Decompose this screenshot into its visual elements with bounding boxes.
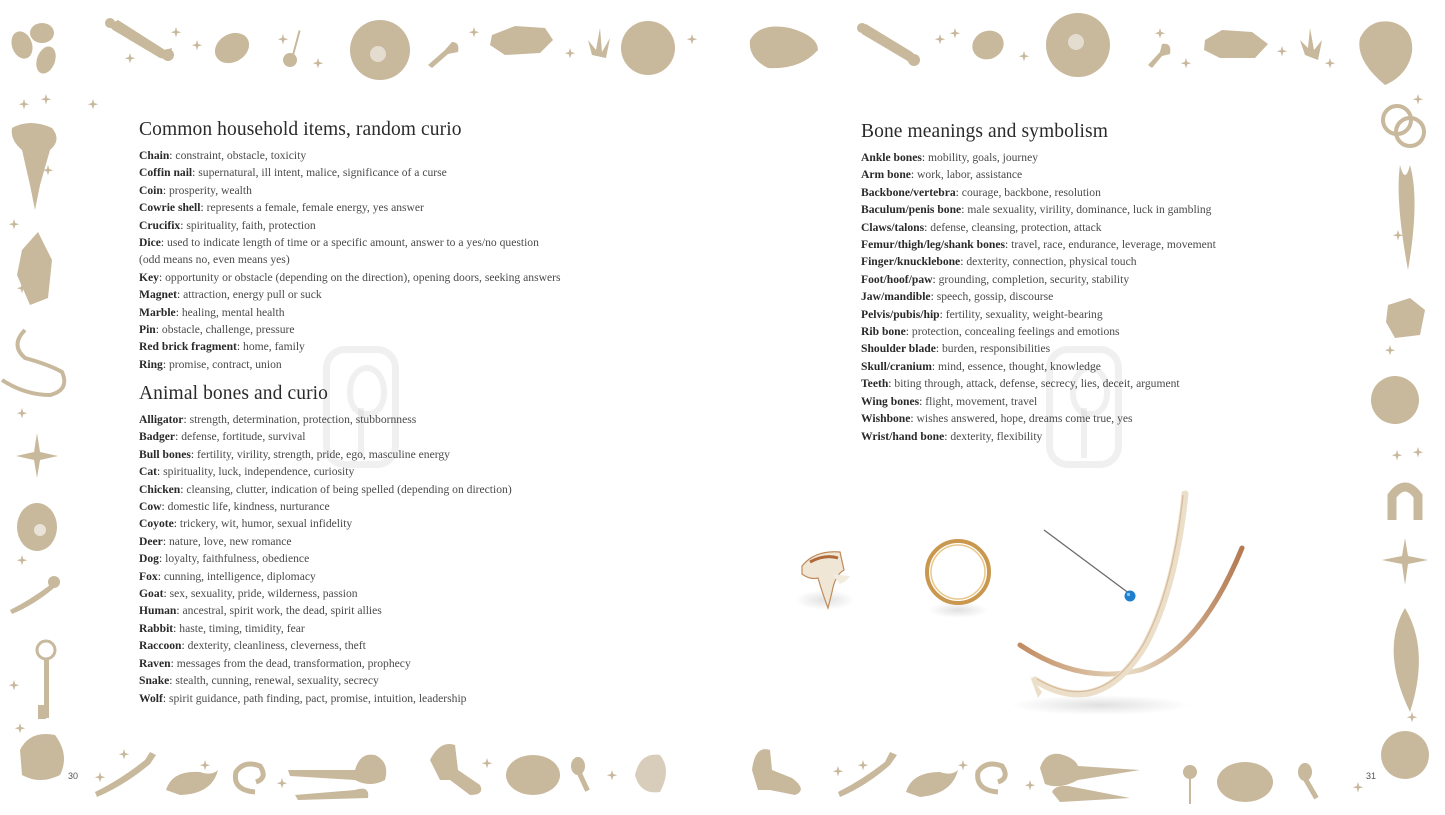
entry-separator: : — [180, 482, 187, 496]
entry-meaning: biting through, attack, defense, secrecy, lies, deceit, argument — [894, 377, 1180, 391]
entry-meaning: grounding, completion, security, stability — [938, 272, 1130, 286]
entry-separator: : — [160, 236, 168, 250]
entry-meaning: fertility, virility, strength, pride, ego, masculine energy — [197, 447, 450, 461]
entry-separator: : — [173, 517, 180, 531]
entry-separator: : — [176, 604, 183, 618]
entry-term: Rib bone — [861, 325, 906, 339]
entry-term: Deer — [139, 534, 163, 548]
entry-meaning: domestic life, kindness, nurturance — [167, 500, 330, 514]
entry-meaning: dexterity, cleanliness, cleverness, theft — [187, 639, 366, 653]
urchin-icon — [1381, 731, 1429, 779]
entry-term: Wishbone — [861, 412, 911, 426]
acorn-icon — [968, 26, 1009, 65]
entry-term: Ankle bones — [861, 151, 922, 164]
entry-separator: : — [192, 166, 199, 180]
entry-meaning: strength, determination, protection, stubbornness — [189, 413, 417, 426]
pin-icon — [283, 30, 301, 67]
spiral-icon — [978, 764, 1006, 792]
entry-separator: : — [175, 305, 182, 319]
cowrie-icon — [506, 755, 560, 795]
entry-term: Rabbit — [139, 621, 174, 635]
entry-separator: : — [919, 394, 926, 408]
entry-meaning: dexterity, connection, physical touch — [966, 255, 1137, 269]
bone-icon — [857, 23, 920, 66]
entry-meaning: work, labor, assistance — [917, 168, 1023, 182]
entry-separator: : — [183, 413, 190, 426]
entry-meaning: stealth, cunning, renewal, sexuality, secrecy — [175, 674, 379, 688]
entry-separator: : — [905, 325, 912, 339]
entry-term: Raccoon — [139, 639, 182, 653]
heart-shell-icon — [1359, 21, 1412, 85]
spoon-icon — [1298, 763, 1319, 799]
entry-meaning: home, family — [243, 340, 305, 354]
entry-separator: : — [162, 183, 169, 197]
section-title: Bone meanings and symbolism — [861, 121, 1108, 142]
entry-meaning: spirituality, luck, independence, curiosity — [163, 465, 355, 479]
entry-term: Chicken — [139, 482, 181, 496]
entry-separator: : — [177, 288, 184, 302]
entry-separator: : — [161, 500, 168, 514]
scorpion-icon — [12, 123, 57, 210]
entry-term: Crucifix — [139, 218, 181, 232]
entry-term: Human — [139, 604, 177, 618]
mushroom-icon — [752, 749, 801, 795]
entry-term: Magnet — [139, 288, 177, 302]
entry-meaning: mind, essence, thought, knowledge — [938, 359, 1101, 373]
entry-meaning: mobility, goals, journey — [928, 151, 1039, 164]
entry-term: Dog — [139, 552, 159, 566]
entry-meaning: supernatural, ill intent, malice, significance of a curse — [198, 166, 447, 180]
oyster-icon — [20, 734, 64, 780]
entry-term: Foot/hoof/paw — [861, 272, 933, 286]
entry-separator: : — [158, 552, 166, 566]
grass-icon — [1300, 28, 1322, 60]
entry-meaning: defense, cleansing, protection, attack — [930, 220, 1102, 234]
mushroom-icon — [430, 744, 481, 795]
entry-meaning: haste, timing, timidity, fear — [179, 621, 305, 635]
entry-separator: : — [935, 342, 942, 356]
entry-separator: : — [180, 218, 187, 232]
entry-separator: : — [169, 674, 176, 688]
oyster-icon — [750, 27, 818, 69]
entry-meaning: ancestral, spirit work, the dead, spirit allies — [182, 604, 382, 618]
coffin-nail-icon — [95, 752, 156, 797]
section-title: Common household items, random curio — [139, 119, 462, 140]
spiral-icon — [235, 764, 263, 792]
star-icon — [1382, 538, 1428, 585]
entry-separator: : — [155, 323, 162, 337]
entry-meaning: constraint, obstacle, toxicity — [175, 149, 307, 162]
entry-meaning: attraction, energy pull or suck — [183, 288, 322, 302]
entry-separator: : — [910, 412, 917, 426]
entry-separator: : — [955, 185, 962, 199]
entry-term: Coin — [139, 183, 163, 197]
crystal-icon — [17, 232, 52, 305]
page-number: 30 — [68, 771, 79, 781]
entry-term: Snake — [139, 674, 170, 688]
entry-separator: : — [1004, 238, 1012, 252]
entry-separator: : — [157, 569, 164, 583]
entry-separator: : — [944, 429, 951, 443]
entry-separator: : — [158, 270, 166, 284]
grass-icon — [588, 28, 610, 58]
entry-term: Key — [139, 270, 159, 284]
entry-term: Dice — [139, 236, 161, 250]
rings-icon — [1383, 106, 1424, 146]
entry-term: Finger/knucklebone — [861, 255, 961, 269]
star-icon — [16, 433, 58, 478]
entry-term: Cowrie shell — [139, 201, 201, 215]
horseshoe-icon — [1392, 487, 1418, 520]
page-number: 31 — [1366, 771, 1377, 781]
entry-meaning: wishes answered, hope, dreams come true, yes — [916, 412, 1133, 426]
entry-meaning: spirit guidance, path finding, pact, promise, intuition, leadership — [168, 691, 467, 705]
entry-term: Cat — [139, 465, 158, 479]
entry-separator: : — [931, 359, 938, 373]
entry-separator: : — [888, 377, 895, 391]
entry-meaning: defense, fortitude, survival — [181, 430, 306, 444]
entry-meaning: travel, race, endurance, leverage, movement — [1011, 238, 1216, 252]
entry-term: Pelvis/pubis/hip — [861, 307, 940, 321]
entry-continuation: (odd means no, even means yes) — [139, 253, 290, 267]
entry-term: Wrist/hand bone — [861, 429, 945, 443]
entry-meaning: promise, contract, union — [168, 357, 282, 371]
bird-skull-icon — [1040, 754, 1140, 802]
entry-term: Chain — [139, 149, 170, 162]
entry-meaning: opportunity or obstacle (depending on the direction), opening doors, seeking answers — [165, 270, 561, 284]
entry-meaning: obstacle, challenge, pressure — [161, 323, 295, 337]
acorn-icon — [209, 27, 254, 69]
beans-icon — [8, 23, 59, 76]
entry-term: Raven — [139, 656, 171, 670]
entry-separator: : — [163, 587, 170, 601]
crystal-icon — [1204, 30, 1268, 58]
entry-separator: : — [173, 621, 180, 635]
entry-term: Fox — [139, 569, 158, 583]
bone-icon — [105, 18, 174, 61]
entry-meaning: sex, sexuality, pride, wilderness, passion — [169, 587, 358, 601]
fern-icon — [1394, 608, 1419, 712]
entry-separator: : — [924, 220, 931, 234]
entry-separator: : — [910, 168, 918, 182]
entry-meaning: cleansing, clutter, indication of being spelled (depending on direction) — [186, 482, 512, 496]
entry-term: Baculum/penis bone — [861, 203, 962, 217]
entry-term: Claws/talons — [861, 220, 925, 234]
dice-icon — [1386, 298, 1425, 338]
entry-meaning: represents a female, female energy, yes answer — [206, 201, 424, 215]
entry-term: Goat — [139, 587, 164, 601]
entry-term: Wolf — [139, 691, 163, 705]
urchin-icon — [621, 21, 675, 75]
scallop-icon — [1371, 376, 1419, 424]
entry-separator: : — [930, 290, 937, 304]
entry-term: Pin — [139, 323, 156, 337]
ammonite-icon — [350, 20, 410, 80]
entry-separator: : — [236, 340, 244, 354]
entry-term: Ring — [139, 357, 163, 371]
entry-term: Jaw/mandible — [861, 290, 931, 304]
scallop-icon — [635, 755, 666, 793]
entry-meaning: dexterity, flexibility — [950, 429, 1043, 443]
entry-meaning: trickery, wit, humor, sexual infidelity — [179, 517, 353, 531]
entry-meaning: prosperity, wealth — [168, 183, 252, 197]
entry-separator: : — [960, 255, 967, 269]
spoon-icon — [571, 757, 590, 792]
entry-term: Arm bone — [861, 168, 911, 182]
entry-term: Badger — [139, 430, 176, 444]
entry-separator: : — [190, 447, 197, 461]
entry-term: Marble — [139, 305, 176, 319]
entry-meaning: used to indicate length of time or a specific amount, answer to a yes/no question — [167, 236, 539, 250]
coffin-nail-icon — [838, 752, 897, 797]
entry-separator: : — [162, 357, 169, 371]
entry-term: Femur/thigh/leg/shank bones — [861, 238, 1005, 252]
bird-skull-icon — [288, 755, 386, 800]
entry-term: Wing bones — [861, 394, 920, 408]
entry-separator: : — [157, 465, 164, 479]
entry-meaning: healing, mental health — [181, 305, 285, 319]
entry-separator: : — [175, 430, 182, 444]
entry-term: Cow — [139, 500, 162, 514]
root-icon — [428, 42, 458, 68]
pin-icon — [1183, 765, 1197, 804]
entry-meaning: cunning, intelligence, diplomacy — [163, 569, 316, 583]
entry-separator: : — [162, 691, 169, 705]
entry-meaning: messages from the dead, transformation, prophecy — [176, 656, 411, 670]
ammonite-icon — [1046, 13, 1110, 77]
cowrie-icon — [1217, 762, 1273, 802]
leaf-sprig-icon — [1399, 165, 1415, 270]
entry-separator: : — [932, 272, 939, 286]
entry-separator: : — [961, 203, 968, 217]
entry-term: Teeth — [861, 377, 889, 391]
key-icon — [37, 641, 55, 719]
entry-term: Skull/cranium — [861, 359, 932, 373]
entry-meaning: speech, gossip, discourse — [936, 290, 1054, 304]
entry-separator: : — [921, 151, 929, 164]
entry-meaning: loyalty, faithfulness, obedience — [165, 552, 310, 566]
leaf-icon — [166, 770, 218, 795]
entry-meaning: courage, backbone, resolution — [961, 185, 1101, 199]
entry-term: Coyote — [139, 517, 174, 531]
entry-term: Backbone/vertebra — [861, 185, 956, 199]
chain-icon — [2, 330, 64, 395]
leaf-icon — [906, 770, 958, 797]
entry-term: Alligator — [139, 413, 184, 426]
entry-separator: : — [170, 656, 177, 670]
entry-separator: : — [200, 201, 207, 215]
sparkle-icons — [9, 27, 1423, 792]
entry-meaning: flight, movement, travel — [925, 394, 1038, 408]
entry-meaning: burden, responsibilities — [941, 342, 1051, 356]
entry-separator: : — [162, 534, 169, 548]
entry-term: Coffin nail — [139, 166, 193, 180]
entry-meaning: protection, concealing feelings and emotions — [911, 325, 1120, 339]
section-title: Animal bones and curio — [139, 383, 329, 404]
entry-meaning: fertility, sexuality, weight-bearing — [945, 307, 1103, 321]
entry-meaning: spirituality, faith, protection — [186, 218, 316, 232]
entry-separator: : — [181, 639, 188, 653]
root-icon — [1148, 44, 1170, 68]
entry-meaning: male sexuality, virility, dominance, luck in gambling — [967, 203, 1212, 217]
dandelion-icon — [10, 576, 60, 614]
crystal-icon — [490, 26, 553, 55]
entry-term: Shoulder blade — [861, 342, 936, 356]
entry-separator: : — [939, 307, 946, 321]
entry-term: Red brick fragment — [139, 340, 237, 354]
entry-meaning: nature, love, new romance — [168, 534, 292, 548]
entry-separator: : — [169, 149, 176, 162]
entry-term: Bull bones — [139, 447, 191, 461]
snail-shell-icon — [17, 503, 57, 551]
